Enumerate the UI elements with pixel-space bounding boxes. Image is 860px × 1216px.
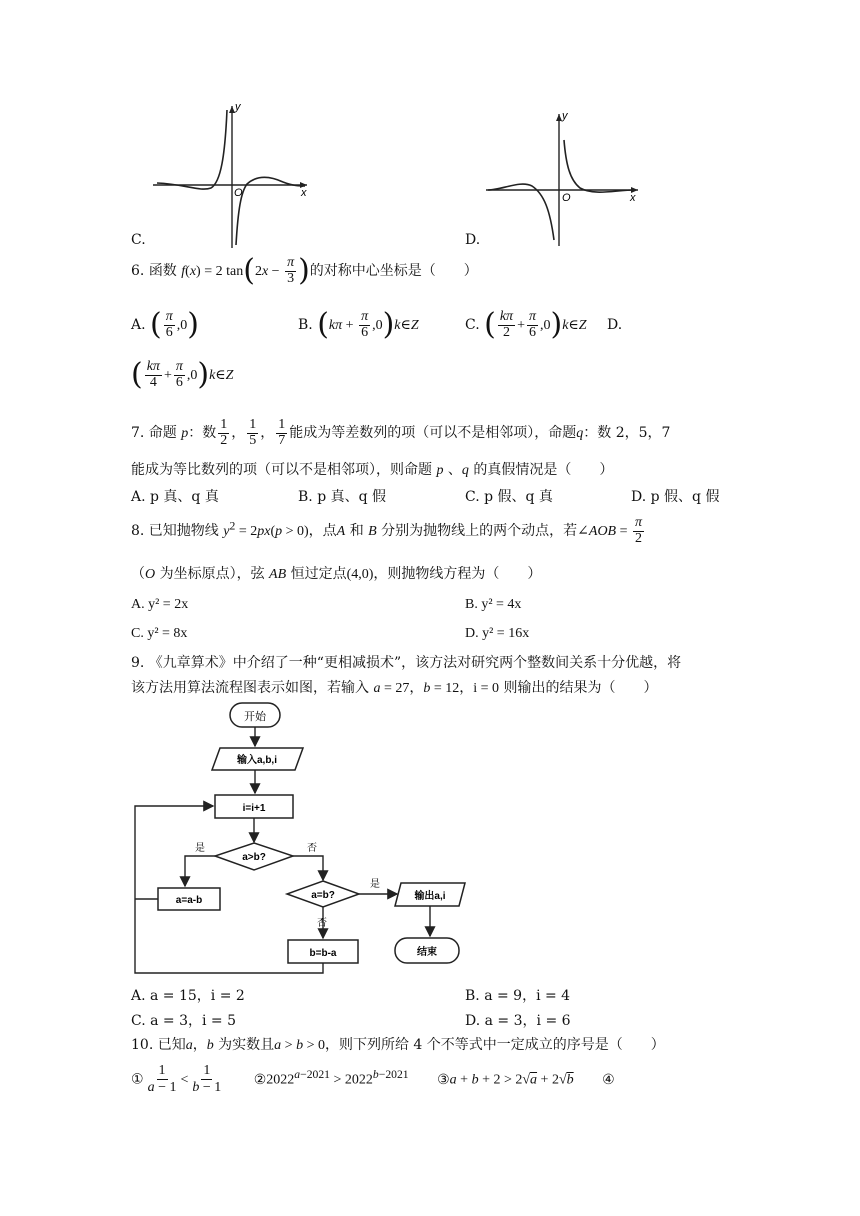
question-8-line-2: （O 为坐标原点），弦 AB 恒过定点(4,0)，则抛物线方程为（ ） <box>131 566 542 582</box>
q9-option-c: C. a = 3，i = 5 <box>131 1013 237 1029</box>
graph-c-origin: O <box>234 187 243 199</box>
question-10-line-1: 10. 已知a，b 为实数且a > b > 0，则下列所给 4 个不等式中一定成立的序号是（ ） <box>131 1037 665 1053</box>
svg-text:a=a-b: a=a-b <box>175 895 203 906</box>
graph-d-x-label: x <box>630 192 636 204</box>
option-d-label: D. <box>465 232 481 248</box>
graph-d-origin: O <box>562 192 571 204</box>
option-c-label: C. <box>131 232 146 248</box>
q6-option-b: B. (kπ + $\frac{\pi}{6}$ ,0)k∈Z <box>298 307 419 343</box>
svg-text:输入a,b,i: 输入a,b,i <box>236 755 278 766</box>
svg-text:b=b-a: b=b-a <box>309 948 337 959</box>
q8-option-d: D. y² = 16x <box>465 626 530 641</box>
q7-option-b: B. p 真、q 假 <box>298 489 387 505</box>
q9-option-b: B. a = 9，i = 4 <box>465 988 571 1004</box>
svg-text:是: 是 <box>195 843 205 854</box>
graph-c-x-label: x <box>301 187 307 199</box>
question-7-line-2: 能成为等比数列的项（可以不是相邻项），则命题 p 、q 的真假情况是（ ） <box>131 462 614 478</box>
q9-option-d: D. a = 3，i = 6 <box>465 1013 571 1029</box>
q6-option-d: ( $\frac{k\pi}{4}$ + $\frac{\pi}{6}$ ,0)k∈Z <box>131 357 234 393</box>
question-10-items: ① $\frac{1}{a - 1}$ < $\frac{1}{b - 1}$ $②2022^{a-2021} > 2022^{b-2021}$ ③a + b + 2 > 2√a + 2√b ④ <box>131 1063 615 1095</box>
q7-option-d: D. p 假、q 假 <box>631 489 720 505</box>
svg-text:否: 否 <box>317 918 327 929</box>
question-9-line-1: 9. 《九章算术》中介绍了一种“更相减损术”，该方法对研究两个整数间关系十分优越，将 <box>131 655 682 671</box>
q7-option-c: C. p 假、q 真 <box>465 489 553 505</box>
q7-option-a: A. p 真、q 真 <box>131 489 219 505</box>
graph-d <box>480 110 645 250</box>
graph-c <box>145 100 315 250</box>
svg-text:i=i+1: i=i+1 <box>242 803 266 814</box>
question-7-line-1: 7. 命题 p：数 $\frac{1}{2}$ ， $\frac{1}{5}$ ， $\frac{1}{7}$ 能成为等差数列的项（可以不是相邻项），命题q：数 2，5，7 <box>131 417 671 448</box>
q8-option-c: C. y² = 8x <box>131 626 188 641</box>
question-9-line-2: 该方法用算法流程图表示如图，若输入 a = 27，b = 12，i = 0 则输出的结果为（ ） <box>131 680 658 696</box>
svg-text:a=b?: a=b? <box>311 890 335 901</box>
graph-c-y-label: y <box>235 101 241 113</box>
svg-text:开始: 开始 <box>244 711 266 723</box>
question-8-line-1: 8. 已知抛物线 $y^2 = 2px(p > 0)$，点A 和 B 分别为抛物线上的两个动点，若∠AOB = $\frac{\pi}{2}$ <box>131 515 643 546</box>
graph-d-y-label: y <box>562 110 568 122</box>
q8-option-a: A. y² = 2x <box>131 597 189 612</box>
q8-option-b: B. y² = 4x <box>465 597 522 612</box>
q9-option-a: A. a = 15，i = 2 <box>131 988 245 1004</box>
question-6: 6. 函数 f(x) = 2 tan(2x − $\frac{\pi}{3}$ )的对称中心坐标是（ ） <box>131 253 478 289</box>
svg-text:是: 是 <box>370 879 380 890</box>
svg-text:结束: 结束 <box>417 947 437 958</box>
svg-text:a>b?: a>b? <box>242 852 266 863</box>
q6-option-a: A. ( $\frac{\pi}{6}$ ,0) <box>131 307 199 343</box>
svg-text:输出a,i: 输出a,i <box>414 891 446 902</box>
flowchart <box>125 700 475 980</box>
q6-option-c: C. ( $\frac{k\pi}{2}$ + $\frac{\pi}{6}$ ,0)k∈Z D. <box>465 307 623 343</box>
svg-text:否: 否 <box>307 843 317 854</box>
